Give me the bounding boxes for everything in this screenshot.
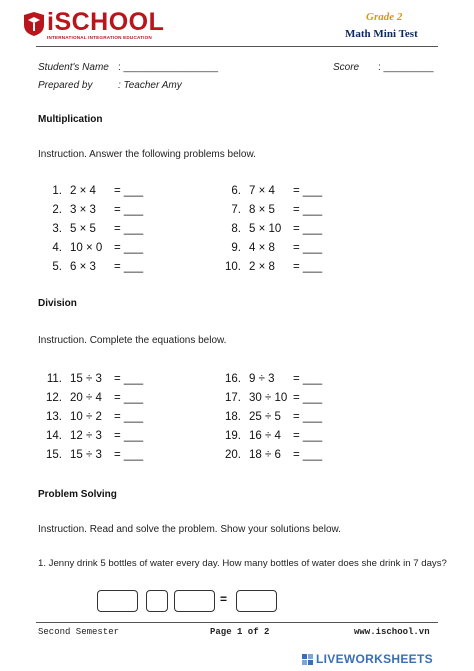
answer-box-operator[interactable] [146,590,168,612]
problem-4 [40,240,143,256]
answer-blank[interactable]: = ___ [293,223,323,235]
answer-blank[interactable]: = ___ [114,204,144,216]
answer-blank[interactable]: = ___ [114,449,144,461]
problem-7 [219,202,322,218]
problem-number: 8. [231,223,241,235]
answer-blank[interactable]: = ___ [293,242,323,254]
problem-expression: 16 ÷ 4 [249,430,281,442]
footer-semester: Second Semester [38,627,120,637]
grade-label: Grade 2 [366,11,403,23]
logo-subtitle: INTERNATIONAL INTEGRATION EDUCATION [47,35,152,40]
word-problem-question: 1. Jenny drink 5 bottles of water every day. How many bottles of water does she drink in 7 days? [38,558,447,569]
problem-expression: 10 ÷ 2 [70,411,102,423]
division-left-column [40,371,143,463]
logo-icon [22,11,46,37]
answer-blank[interactable]: = ___ [114,430,144,442]
problem-expression: 5 × 5 [70,223,96,235]
answer-box-1[interactable] [97,590,138,612]
answer-blank[interactable]: = ___ [293,373,323,385]
problem-15 [40,447,143,463]
problem-number: 20. [225,449,241,461]
problem-expression: 20 ÷ 4 [70,392,102,404]
answer-blank[interactable]: = ___ [293,204,323,216]
problem-number: 11. [46,373,62,385]
problem-solving-instruction: Instruction. Read and solve the problem. Show your solutions below. [38,524,341,535]
problem-6 [219,183,322,199]
problem-expression: 2 × 8 [249,261,275,273]
problem-expression: 30 ÷ 10 [249,392,288,404]
footer-divider [36,622,438,623]
problem-number: 19. [225,430,241,442]
student-name-label: Student's Name [38,62,109,73]
liveworksheets-logo-icon [302,653,314,665]
multiplication-instruction: Instruction. Answer the following problems below. [38,149,256,160]
problem-8 [219,221,322,237]
problem-expression: 25 ÷ 5 [249,411,281,423]
problem-expression: 15 ÷ 3 [70,449,102,461]
problem-12 [40,390,143,406]
problem-number: 1. [52,185,62,197]
student-name-field[interactable]: : _________________ [118,62,219,73]
problem-2 [40,202,143,218]
score-field[interactable]: : _________ [378,62,434,73]
problem-number: 3. [52,223,62,235]
answer-blank[interactable]: = ___ [293,449,323,461]
answer-blank[interactable]: = ___ [114,261,144,273]
problem-number: 2. [52,204,62,216]
problem-20 [219,447,322,463]
answer-box-2[interactable] [174,590,215,612]
answer-blank[interactable]: = ___ [114,223,144,235]
problem-3 [40,221,143,237]
problem-5 [40,259,143,275]
problem-expression: 4 × 8 [249,242,275,254]
multiplication-left-column [40,183,143,275]
answer-blank[interactable]: = ___ [114,411,144,423]
problem-number: 14. [46,430,62,442]
answer-blank[interactable]: = ___ [114,185,144,197]
problem-14 [40,428,143,444]
problem-16 [219,371,322,387]
problem-expression: 18 ÷ 6 [249,449,281,461]
problem-number: 13. [46,411,62,423]
problem-number: 6. [231,185,241,197]
problem-10 [219,259,322,275]
problem-number: 7. [231,204,241,216]
multiplication-heading: Multiplication [38,114,103,125]
problem-number: 16. [225,373,241,385]
answer-blank[interactable]: = ___ [114,392,144,404]
footer-website: www.ischool.vn [354,627,430,637]
problem-expression: 12 ÷ 3 [70,430,102,442]
answer-blank[interactable]: = ___ [293,185,323,197]
problem-number: 17. [225,392,241,404]
problem-expression: 3 × 3 [70,204,96,216]
answer-blank[interactable]: = ___ [293,392,323,404]
answer-blank[interactable]: = ___ [293,430,323,442]
problem-number: 12. [46,392,62,404]
equals-sign: = [220,592,228,606]
problem-expression: 10 × 0 [70,242,103,254]
problem-expression: 8 × 5 [249,204,275,216]
problem-18 [219,409,322,425]
problem-11 [40,371,143,387]
multiplication-right-column [219,183,322,275]
prepared-by-label: Prepared by [38,80,93,91]
problem-number: 15. [46,449,62,461]
problem-expression: 15 ÷ 3 [70,373,102,385]
problem-expression: 6 × 3 [70,261,96,273]
problem-expression: 9 ÷ 3 [249,373,275,385]
answer-blank[interactable]: = ___ [293,411,323,423]
problem-number: 4. [52,242,62,254]
problem-9 [219,240,322,256]
answer-blank[interactable]: = ___ [293,261,323,273]
problem-expression: 7 × 4 [249,185,275,197]
answer-blank[interactable]: = ___ [114,242,144,254]
division-instruction: Instruction. Complete the equations below. [38,335,227,346]
division-heading: Division [38,298,77,309]
problem-1 [40,183,143,199]
division-right-column [219,371,322,463]
score-label: Score [333,62,360,73]
problem-number: 9. [231,242,241,254]
problem-13 [40,409,143,425]
problem-expression: 5 × 10 [249,223,282,235]
problem-solving-heading: Problem Solving [38,489,117,500]
problem-number: 10. [225,261,241,273]
problem-17 [219,390,322,406]
header-divider [36,46,438,47]
problem-number: 18. [225,411,241,423]
answer-box-result[interactable] [236,590,277,612]
problem-expression: 2 × 4 [70,185,96,197]
problem-19 [219,428,322,444]
problem-number: 5. [52,261,62,273]
test-title: Math Mini Test [345,28,418,40]
logo-text: iSCHOOL [47,8,165,36]
prepared-by-value: : Teacher Amy [118,80,182,91]
answer-blank[interactable]: = ___ [114,373,144,385]
liveworksheets-watermark: LIVEWORKSHEETS [316,652,433,666]
footer-page-number: Page 1 of 2 [210,627,270,637]
